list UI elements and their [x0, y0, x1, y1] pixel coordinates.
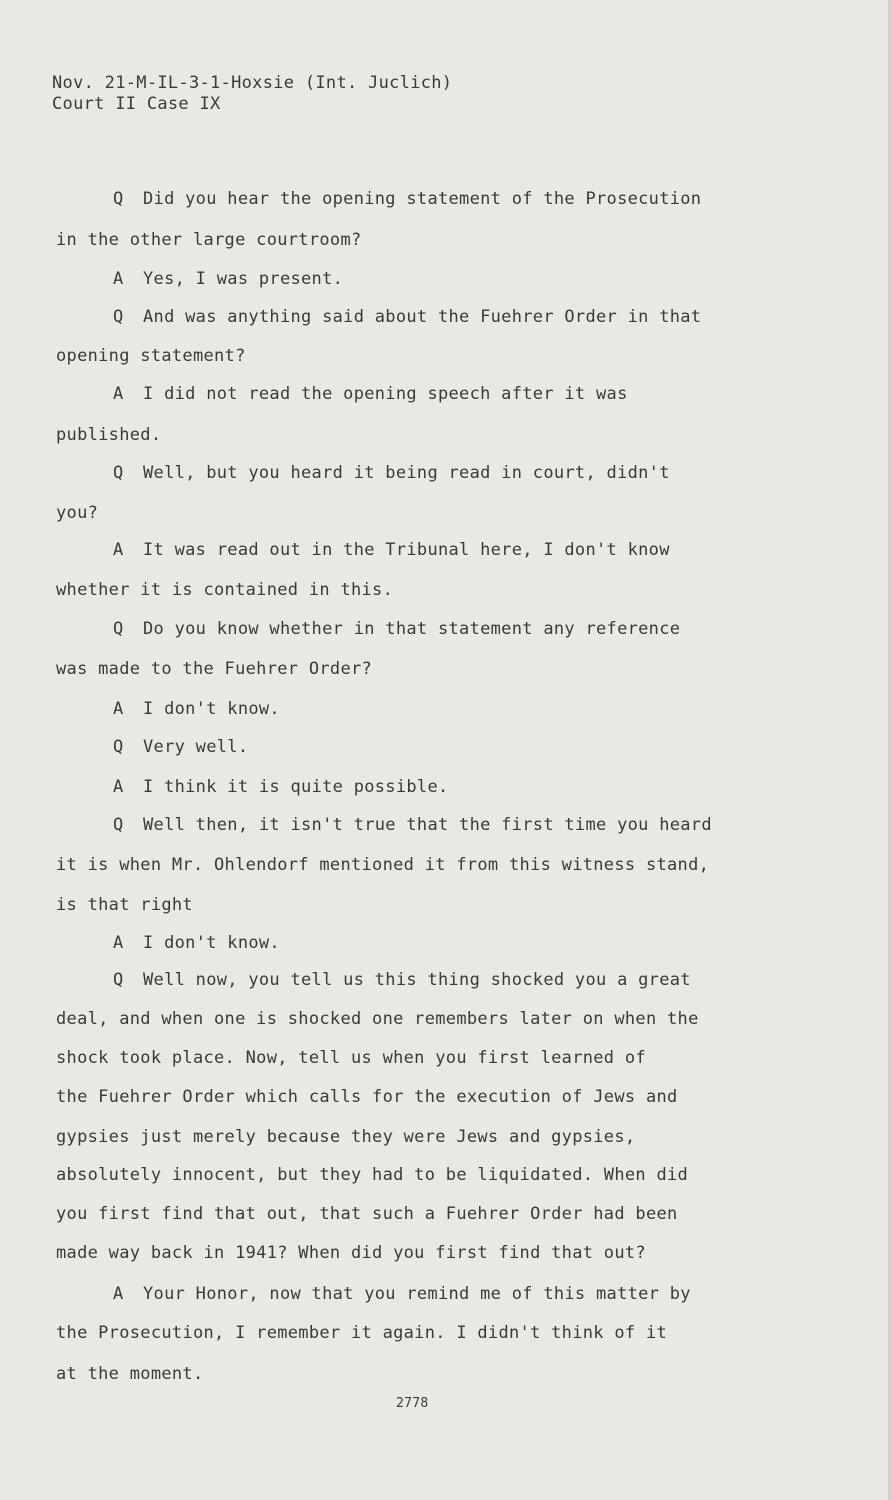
qa-marker: Q: [113, 307, 124, 327]
qa-marker: A: [113, 1284, 124, 1304]
transcript-text: in the other large courtroom?: [56, 230, 362, 250]
transcript-text: I did not read the opening speech after it was: [143, 384, 628, 404]
transcript-line: [113, 187, 701, 211]
transcript-text: the Fuehrer Order which calls for the execution of Jews and: [56, 1087, 678, 1107]
qa-marker: A: [113, 384, 124, 404]
transcript-text: Do you know whether in that statement any reference: [143, 619, 681, 639]
transcript-line: [56, 1007, 699, 1031]
transcript-text: opening statement?: [56, 346, 246, 366]
transcript-line: [113, 1282, 691, 1306]
transcript-line: [113, 382, 628, 406]
transcript-line: [56, 1321, 667, 1345]
transcript-text: shock took place. Now, tell us when you first learned of: [56, 1048, 646, 1068]
transcript-line: [113, 305, 701, 329]
transcript-text: absolutely innocent, but they had to be liquidated. When did: [56, 1165, 689, 1185]
transcript-text: published.: [56, 425, 162, 445]
transcript-text: was made to the Fuehrer Order?: [56, 659, 373, 679]
transcript-line: [56, 501, 98, 525]
qa-marker: A: [113, 777, 124, 797]
transcript-text: at the moment.: [56, 1364, 204, 1384]
header-line-1: Nov. 21-M-IL-3-1-Hoxsie (Int. Juclich): [52, 73, 453, 93]
qa-marker: Q: [113, 737, 124, 757]
transcript-text: It was read out in the Tribunal here, I don't know: [143, 540, 670, 560]
qa-marker: Q: [113, 189, 124, 209]
transcript-text: made way back in 1941? When did you first find that out?: [56, 1243, 646, 1263]
transcript-line: [113, 775, 449, 799]
transcript-text: is that right: [56, 895, 193, 915]
transcript-line: [113, 813, 712, 837]
transcript-line: [56, 1163, 688, 1187]
transcript-text: it is when Mr. Ohlendorf mentioned it from this witness stand,: [56, 855, 710, 875]
document-header: [52, 73, 452, 115]
transcript-line: [56, 344, 246, 368]
transcript-line: [56, 657, 372, 681]
transcript-line: [113, 735, 248, 759]
transcript-text: And was anything said about the Fuehrer Order in that: [143, 307, 702, 327]
transcript-line: [56, 228, 362, 252]
transcript-text: Your Honor, now that you remind me of this matter by: [143, 1284, 691, 1304]
transcript-text: I think it is quite possible.: [143, 777, 449, 797]
transcript-text: you first find that out, that such a Fuehrer Order had been: [56, 1204, 678, 1224]
transcript-line: [56, 893, 193, 917]
transcript-line: [56, 1202, 678, 1226]
transcript-text: you?: [56, 503, 99, 523]
qa-marker: A: [113, 933, 124, 953]
transcript-text: Well now, you tell us this thing shocked you a great: [143, 970, 691, 990]
transcript-line: [56, 1362, 204, 1386]
transcript-line: [56, 1125, 635, 1149]
qa-marker: A: [113, 269, 124, 289]
transcript-text: Did you hear the opening statement of the Prosecution: [143, 189, 702, 209]
transcript-line: [113, 538, 670, 562]
transcript-text: I don't know.: [143, 699, 280, 719]
header-line-2: Court II Case IX: [52, 94, 221, 114]
qa-marker: A: [113, 540, 124, 560]
transcript-text: Well then, it isn't true that the first time you heard: [143, 815, 712, 835]
transcript-text: Yes, I was present.: [143, 269, 344, 289]
transcript-line: [56, 1046, 646, 1070]
transcript-text: Very well.: [143, 737, 249, 757]
transcript-line: [56, 1085, 678, 1109]
transcript-line: [56, 578, 393, 602]
qa-marker: Q: [113, 619, 124, 639]
transcript-line: [113, 267, 343, 291]
page-number: 2778: [396, 1396, 429, 1411]
transcript-text: Well, but you heard it being read in court, didn't: [143, 463, 670, 483]
transcript-line: [113, 697, 280, 721]
transcript-line: [113, 968, 691, 992]
transcript-text: whether it is contained in this.: [56, 580, 394, 600]
transcript-text: the Prosecution, I remember it again. I didn't think of it: [56, 1323, 668, 1343]
qa-marker: A: [113, 699, 124, 719]
transcript-line: [56, 423, 161, 447]
qa-marker: Q: [113, 815, 124, 835]
transcript-line: [113, 617, 680, 641]
transcript-text: deal, and when one is shocked one remembers later on when the: [56, 1009, 699, 1029]
transcript-line: [56, 1241, 646, 1265]
qa-marker: Q: [113, 970, 124, 990]
transcript-text: I don't know.: [143, 933, 280, 953]
transcript-text: gypsies just merely because they were Jews and gypsies,: [56, 1127, 636, 1147]
transcript-line: [113, 931, 280, 955]
qa-marker: Q: [113, 463, 124, 483]
transcript-line: [113, 461, 670, 485]
transcript-line: [56, 853, 709, 877]
